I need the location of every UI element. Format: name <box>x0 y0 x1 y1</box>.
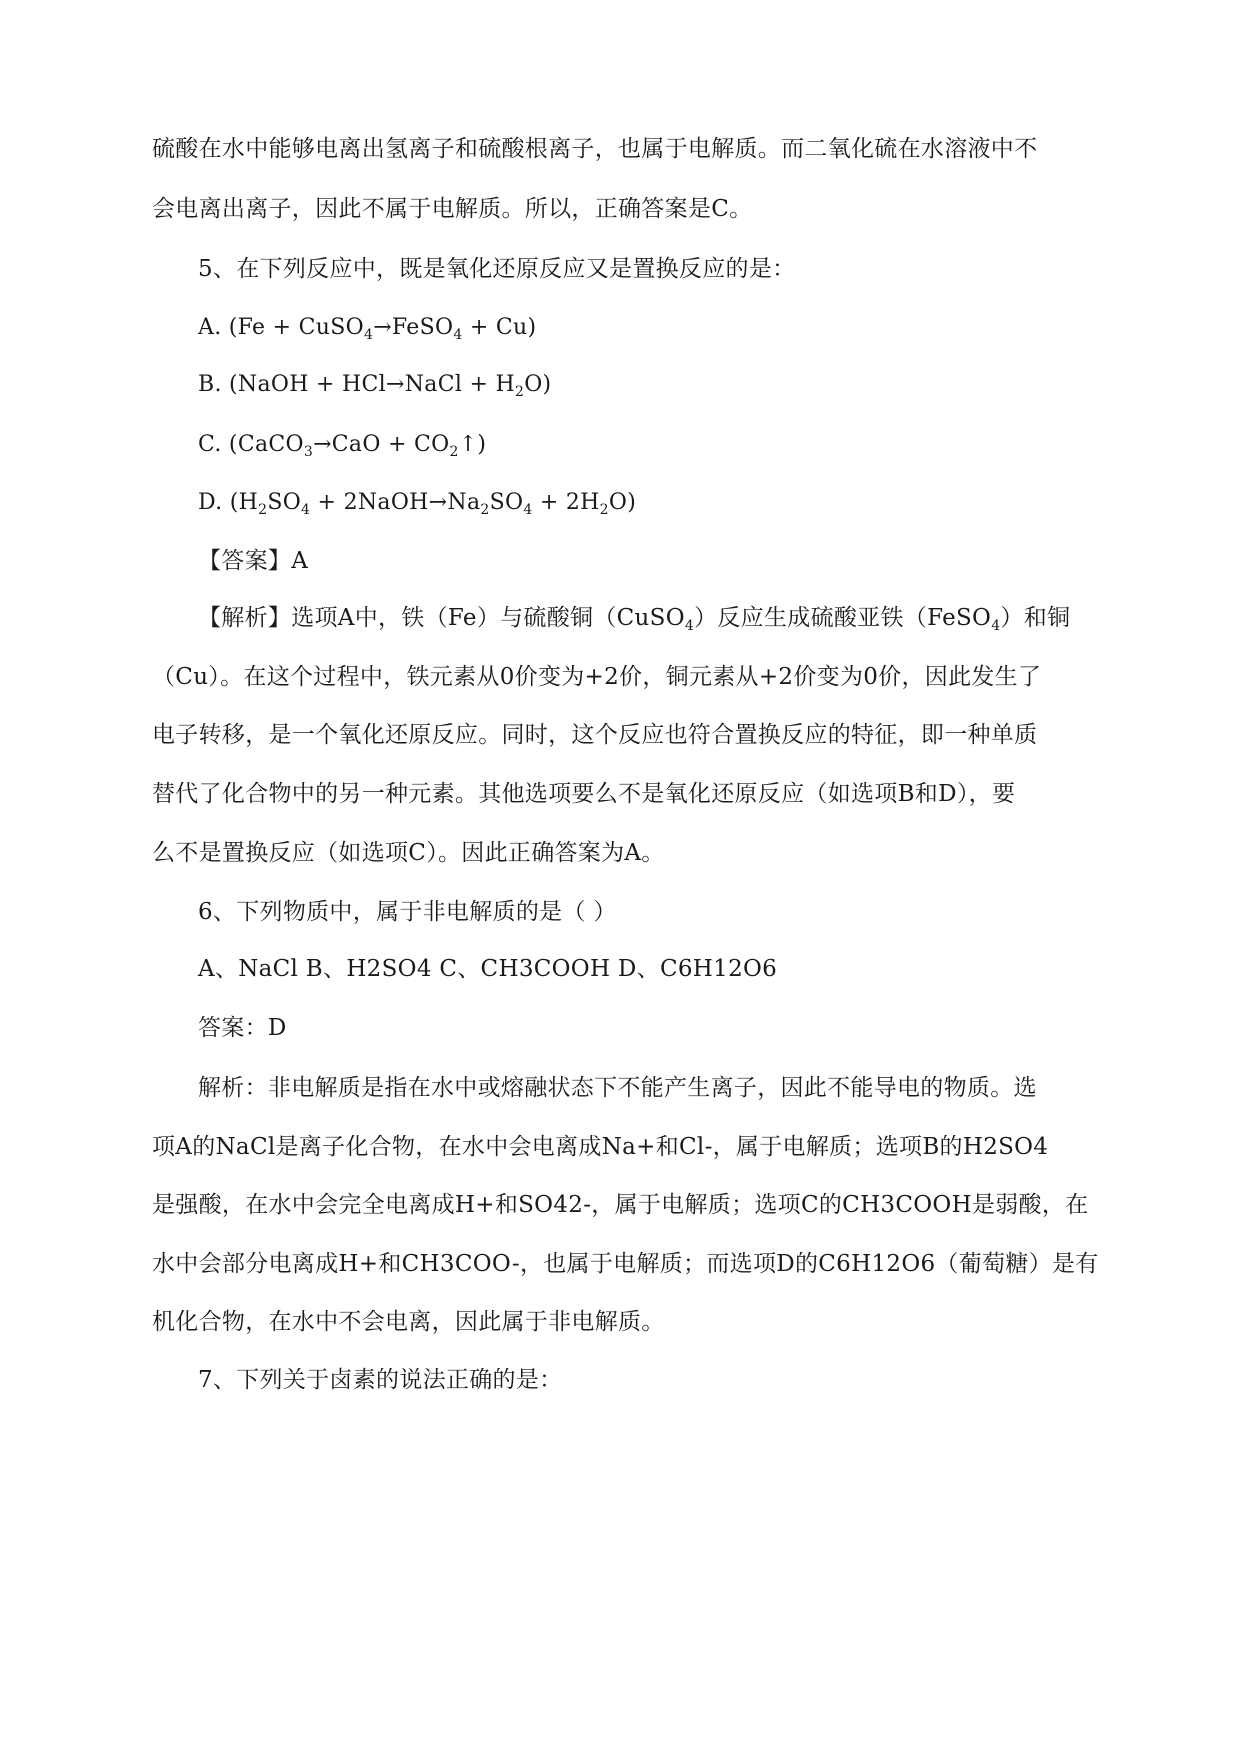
question-5-option-d: D. ($H_2SO_4$ + $2NaOH\to Na_2SO_4 + 2H_2O$) <box>198 490 637 518</box>
question-5-option-b: B. (NaOH + HCl→NaCl + $H_2O$) <box>198 372 552 400</box>
paragraph-line: 会电离出离子，因此不属于电解质。所以，正确答案是C。 <box>152 196 753 222</box>
question-5-title: 5、在下列反应中，既是氧化还原反应又是置换反应的是： <box>198 256 796 282</box>
question-6-explanation-line: 是强酸，在水中会完全电离成H+和SO42-，属于电解质；选项C的CH3COOH是弱酸，在 <box>152 1192 1089 1218</box>
question-6-answer: 答案：D <box>198 1015 287 1041</box>
question-6-options: A、NaCl B、H2SO4 C、CH3COOH D、C6H12O6 <box>198 956 778 982</box>
question-5-explanation-line: 【解析】选项A中，铁（Fe）与硫酸铜（CuSO$_4$）反应生成硫酸亚铁（FeSO$_4$）和铜 <box>198 605 1071 634</box>
question-6-explanation-line: 项A的NaCl是离子化合物，在水中会电离成Na+和Cl-，属于电解质；选项B的H2SO4 <box>152 1134 1049 1160</box>
question-5-option-c: C. (CaCO$_3$→CaO + $CO_2↑$) <box>198 432 487 460</box>
question-5-explanation-line: （Cu）。在这个过程中，铁元素从0价变为+2价，铜元素从+2价变为0价，因此发生了 <box>152 664 1042 690</box>
question-5-option-a: A. (Fe + CuSO$_4$→FeSO$_4$ + Cu) <box>198 315 537 343</box>
question-6-explanation-line: 解析：非电解质是指在水中或熔融状态下不能产生离子，因此不能导电的物质。选 <box>198 1075 1037 1101</box>
question-5-explanation-line: 电子转移，是一个氧化还原反应。同时，这个反应也符合置换反应的特征，即一种单质 <box>152 722 1038 748</box>
question-7-title: 7、下列关于卤素的说法正确的是： <box>198 1367 563 1393</box>
question-6-explanation-line: 机化合物，在水中不会电离，因此属于非电解质。 <box>152 1309 665 1335</box>
question-5-explanation-line: 替代了化合物中的另一种元素。其他选项要么不是氧化还原反应（如选项B和D），要 <box>152 781 1016 807</box>
question-5-explanation-line: 么不是置换反应（如选项C）。因此正确答案为A。 <box>152 840 665 866</box>
paragraph-line: 硫酸在水中能够电离出氢离子和硫酸根离子，也属于电解质。而二氧化硫在水溶液中不 <box>152 136 1038 162</box>
question-6-explanation-line: 水中会部分电离成H+和CH3COO-，也属于电解质；而选项D的C6H12O6（葡萄糖）是有 <box>152 1251 1099 1277</box>
question-6-title: 6、下列物质中，属于非电解质的是（ ） <box>198 899 617 925</box>
question-5-answer: 【答案】A <box>198 548 309 574</box>
